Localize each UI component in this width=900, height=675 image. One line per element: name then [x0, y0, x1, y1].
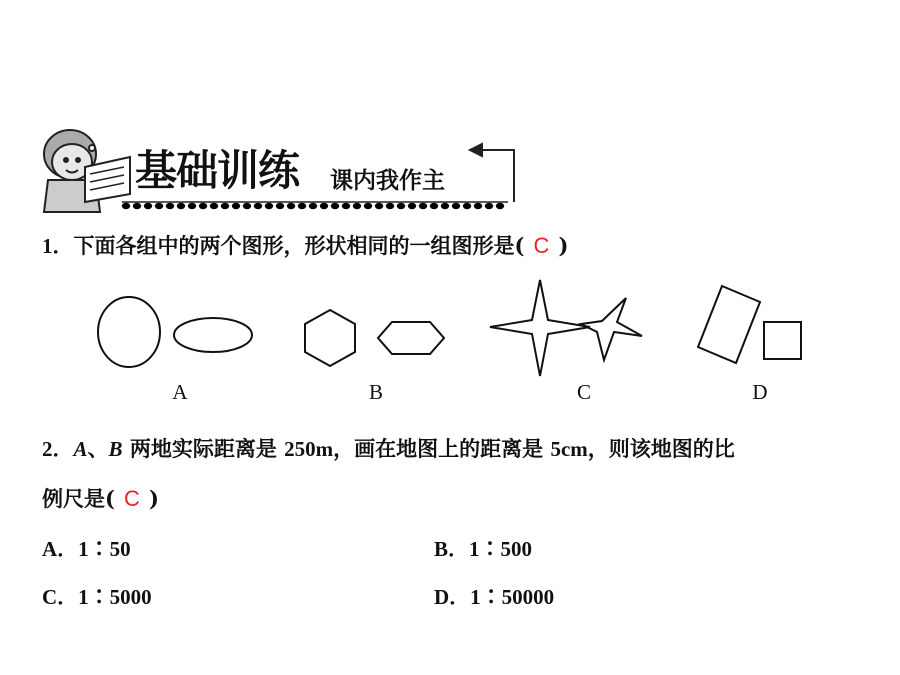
- option-b: [434, 533, 532, 563]
- point-b-label: B: [108, 437, 123, 461]
- spiral-ring: [276, 203, 284, 209]
- spiral-ring: [133, 203, 141, 209]
- text-segment: ．: [52, 436, 74, 461]
- question-close-paren: ): [148, 486, 159, 511]
- real-distance: 250m: [284, 437, 334, 461]
- option-a: [42, 533, 131, 563]
- figure-label-d: D: [752, 380, 768, 404]
- map-distance: 5cm: [550, 437, 588, 461]
- spiral-ring: [463, 203, 471, 209]
- spiral-ring: [430, 203, 438, 209]
- question-2-line-2: [42, 486, 159, 512]
- option-key: B．: [434, 537, 470, 561]
- return-arrow-icon: [470, 144, 514, 202]
- option-value: 1∶50: [78, 537, 131, 561]
- spiral-ring: [199, 203, 207, 209]
- spiral-ring: [166, 203, 174, 209]
- text-segment: 两地实际距离是: [122, 436, 285, 461]
- spiral-ring: [309, 203, 317, 209]
- spiral-ring: [485, 203, 493, 209]
- spiral-ring: [364, 203, 372, 209]
- small-star-shape: [581, 298, 642, 360]
- text-segment: 、: [87, 436, 109, 461]
- spiral-ring: [320, 203, 328, 209]
- answer-mark: C: [533, 233, 550, 258]
- spiral-ring: [452, 203, 460, 209]
- text-segment: ，画在地图上的距离是: [333, 436, 551, 461]
- option-key: D．: [434, 585, 471, 609]
- figure-label-a: A: [172, 380, 188, 404]
- spiral-ring: [419, 203, 427, 209]
- q1-figures: [0, 270, 900, 380]
- spiral-ring: [122, 203, 130, 209]
- section-header-banner: [30, 122, 530, 217]
- spiral-ring: [353, 203, 361, 209]
- figure-label-b: B: [368, 380, 383, 404]
- flat-hexagon-shape: [378, 322, 444, 354]
- spiral-ring: [265, 203, 273, 209]
- spiral-rings: [122, 203, 504, 209]
- tilted-rectangle-shape: [698, 286, 760, 363]
- figure-d-shapes: [698, 286, 801, 363]
- text-segment: ，则该地图的比: [587, 436, 735, 461]
- spiral-ring: [188, 203, 196, 209]
- option-value: 1∶5000: [78, 585, 152, 609]
- spiral-ring: [155, 203, 163, 209]
- large-star-shape: [490, 280, 590, 376]
- figure-label-c: C: [576, 380, 591, 404]
- option-d: [434, 581, 554, 611]
- spiral-ring: [441, 203, 449, 209]
- spiral-ring: [474, 203, 482, 209]
- spiral-ring: [221, 203, 229, 209]
- spiral-ring: [287, 203, 295, 209]
- banner-title: 基础训练: [135, 146, 300, 195]
- reading-kid-icon: [44, 130, 130, 212]
- spiral-ring: [177, 203, 185, 209]
- spiral-ring: [243, 203, 251, 209]
- spiral-ring: [254, 203, 262, 209]
- spiral-ring: [408, 203, 416, 209]
- option-key: A．: [42, 537, 79, 561]
- option-key: C．: [42, 585, 79, 609]
- spiral-ring: [144, 203, 152, 209]
- question-2-line-1: [42, 436, 735, 462]
- spiral-ring: [397, 203, 405, 209]
- figure-a-shapes: [98, 297, 252, 367]
- spiral-ring: [298, 203, 306, 209]
- spiral-ring: [342, 203, 350, 209]
- question-1: [42, 233, 568, 259]
- spiral-ring: [232, 203, 240, 209]
- option-value: 1∶50000: [470, 585, 555, 609]
- question-number: 2: [42, 437, 53, 461]
- figure-b-shapes: [305, 310, 444, 366]
- spiral-ring: [331, 203, 339, 209]
- question-text: ．下面各组中的两个图形，形状相同的一组图形是(: [52, 233, 525, 258]
- spiral-ring: [210, 203, 218, 209]
- spiral-ring: [496, 203, 504, 209]
- circle-shape: [98, 297, 160, 367]
- question-close-paren: ): [558, 233, 569, 258]
- text-segment: 例尺是(: [42, 486, 115, 511]
- point-a-label: A: [73, 437, 88, 461]
- spiral-ring: [386, 203, 394, 209]
- regular-hexagon-shape: [305, 310, 355, 366]
- square-shape: [764, 322, 801, 359]
- option-c: [42, 581, 152, 611]
- figure-c-shapes: [490, 280, 642, 376]
- banner-subtitle: 课内我作主: [330, 168, 445, 194]
- answer-mark: C: [123, 486, 140, 511]
- question-number: 1: [42, 234, 53, 258]
- spiral-ring: [375, 203, 383, 209]
- ellipse-shape: [174, 318, 252, 352]
- option-value: 1∶500: [469, 537, 533, 561]
